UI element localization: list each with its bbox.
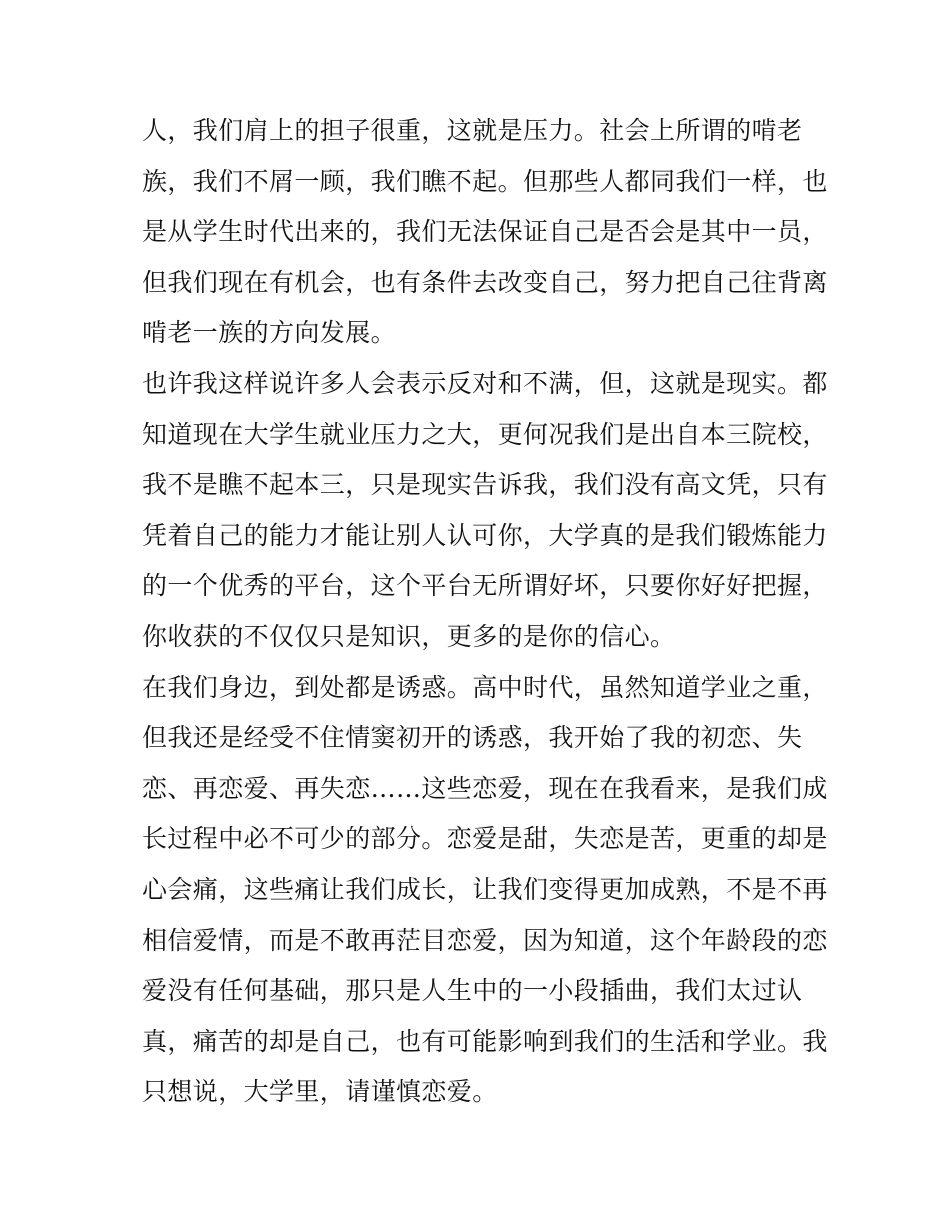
text-line: 相信爱情，而是不敢再茫目恋爱，因为知道，这个年龄段的恋 (142, 925, 828, 955)
text-line: 真，痛苦的却是自己，也有可能影响到我们的生活和学业。我 (142, 1026, 828, 1056)
text-line: 是从学生时代出来的，我们无法保证自己是否会是其中一员， (142, 217, 828, 247)
text-line: 啃老一族的方向发展。 (142, 318, 397, 348)
text-line: 族，我们不屑一顾，我们瞧不起。但那些人都同我们一样，也 (142, 166, 828, 196)
text-line: 长过程中必不可少的部分。恋爱是甜，失恋是苦，更重的却是 (142, 824, 828, 854)
text-line: 在我们身边，到处都是诱惑。高中时代，虽然知道学业之重， (142, 672, 828, 702)
body-text (142, 106, 828, 1118)
text-line: 但我还是经受不住情窦初开的诱惑，我开始了我的初恋、失 (142, 723, 803, 753)
text-line: 心会痛，这些痛让我们成长，让我们变得更加成熟，不是不再 (142, 874, 828, 904)
text-line: 我不是瞧不起本三，只是现实告诉我，我们没有高文凭，只有 (142, 470, 828, 500)
text-line: 凭着自己的能力才能让别人认可你，大学真的是我们锻炼能力 (142, 520, 828, 550)
text-line: 的一个优秀的平台，这个平台无所谓好坏，只要你好好把握， (142, 571, 828, 601)
text-line: 你收获的不仅仅只是知识，更多的是你的信心。 (142, 621, 676, 651)
text-line: 也许我这样说许多人会表示反对和不满，但，这就是现实。都 (142, 368, 828, 398)
text-line: 只想说，大学里，请谨慎恋爱。 (142, 1077, 498, 1107)
text-line: 人，我们肩上的担子很重，这就是压力。社会上所谓的啃老 (142, 116, 803, 145)
text-line: 恋、再恋爱、再失恋……这些恋爱，现在在我看来，是我们成 (142, 773, 828, 803)
text-line: 但我们现在有机会，也有条件去改变自己，努力把自己往背离 (142, 267, 828, 297)
text-line: 知道现在大学生就业压力之大，更何况我们是出自本三院校， (142, 419, 828, 449)
text-line: 爱没有任何基础，那只是人生中的一小段插曲，我们太过认 (142, 976, 803, 1006)
